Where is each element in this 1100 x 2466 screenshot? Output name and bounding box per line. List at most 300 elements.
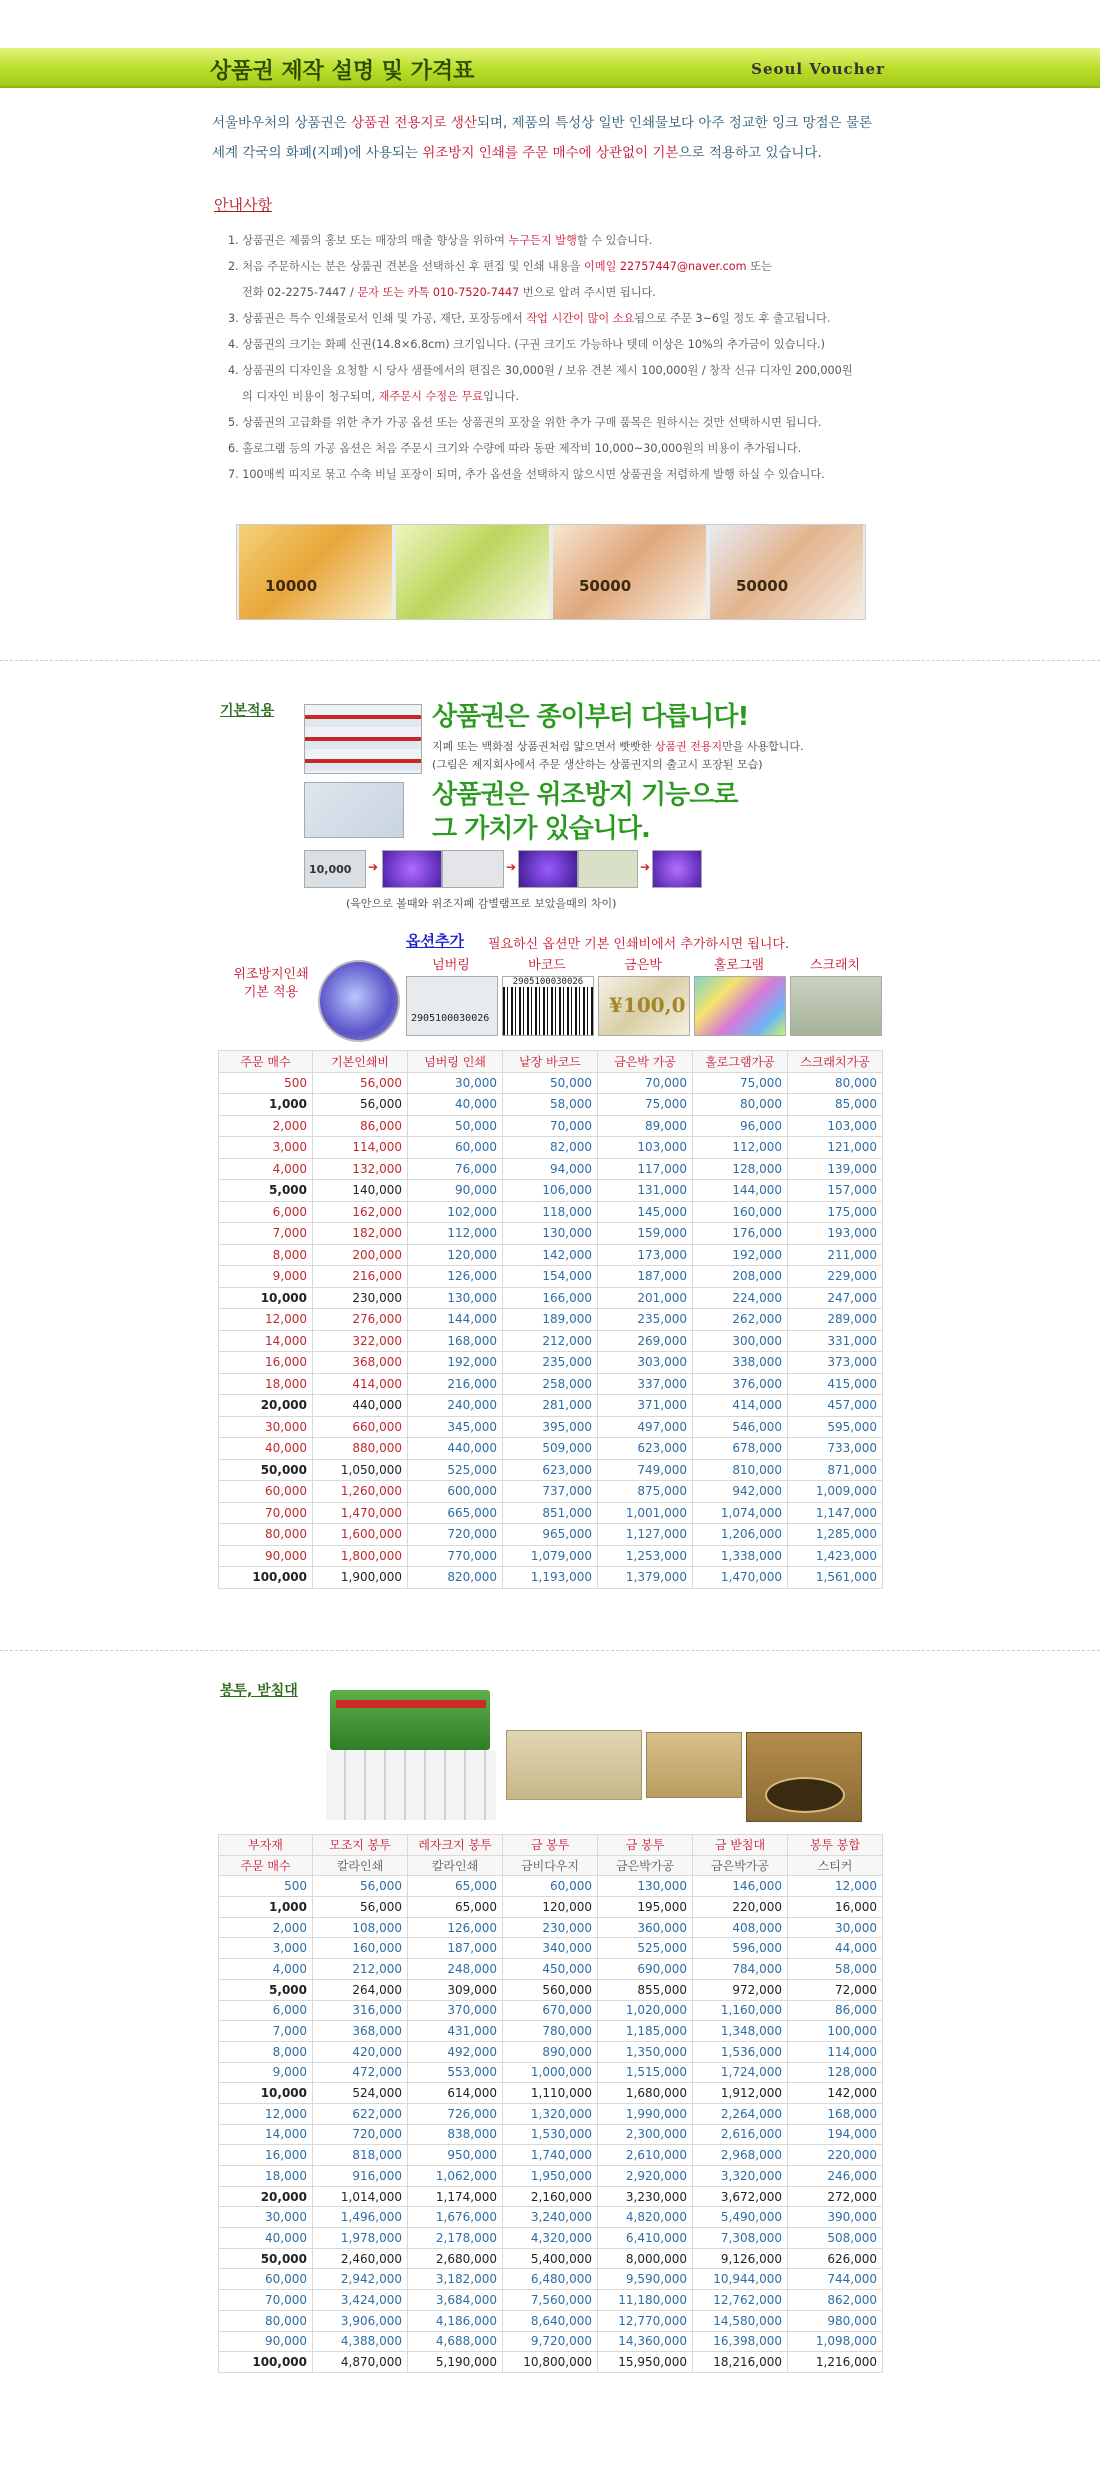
uv-compare-value: 10,000: [309, 863, 352, 876]
price-table-cell: 749,000: [598, 1459, 693, 1481]
price-table-cell: 18,000: [219, 1373, 313, 1395]
price-table-cell: 1,050,000: [313, 1459, 408, 1481]
price-table-cell: 16,000: [219, 1352, 313, 1374]
price-table-cell: 7,000: [219, 1223, 313, 1245]
envelope-table-cell: 553,000: [408, 2062, 503, 2083]
envelope-table-cell: 370,000: [408, 2000, 503, 2021]
envelope-table-cell: 4,320,000: [503, 2228, 598, 2249]
notice-item-rest: 할 수 있습니다.: [576, 234, 653, 247]
envelope-table-cell: 5,490,000: [693, 2207, 788, 2228]
envelope-table-cell: 8,000: [219, 2041, 313, 2062]
price-table-cell: 56,000: [313, 1072, 408, 1094]
options-description: 필요하신 옵션만 기본 인쇄비에서 추가하시면 됩니다.: [488, 937, 790, 952]
option-label-foil: 금은박: [624, 958, 662, 973]
envelope-table-header-cell: 금 봉투: [598, 1835, 693, 1856]
price-table-header-cell: 기본인쇄비: [313, 1051, 408, 1073]
envelope-table-cell: 525,000: [598, 1938, 693, 1959]
envelope-table-cell: 100,000: [788, 2021, 883, 2042]
price-table-cell: 131,000: [598, 1180, 693, 1202]
price-table-cell: 76,000: [408, 1158, 503, 1180]
price-table-cell: 60,000: [219, 1481, 313, 1503]
price-table-cell: 50,000: [408, 1115, 503, 1137]
price-table-row: [219, 1244, 883, 1266]
envelope-table-cell: 56,000: [313, 1876, 408, 1897]
price-table-cell: 1,470,000: [693, 1567, 788, 1589]
envelope-table-row: [219, 2062, 883, 2083]
envelope-table-row: [219, 2145, 883, 2166]
notice-item-rest: 또는: [746, 260, 772, 273]
price-table-header-row: [219, 1051, 883, 1073]
price-table-cell: 1,079,000: [503, 1545, 598, 1567]
price-table-cell: 144,000: [693, 1180, 788, 1202]
envelope-table-cell: 420,000: [313, 2041, 408, 2062]
price-table-cell: 211,000: [788, 1244, 883, 1266]
price-table-cell: 500: [219, 1072, 313, 1094]
price-table-cell: 80,000: [693, 1094, 788, 1116]
price-table-cell: 276,000: [313, 1309, 408, 1331]
envelope-table-cell: 60,000: [503, 1876, 598, 1897]
price-table-cell: 395,000: [503, 1416, 598, 1438]
envelope-table-cell: 8,640,000: [503, 2310, 598, 2331]
envelope-table-cell: 3,240,000: [503, 2207, 598, 2228]
envelope-table-cell: 7,000: [219, 2021, 313, 2042]
notice-item: [228, 436, 908, 462]
envelope-table-cell: 1,740,000: [503, 2145, 598, 2166]
price-table-cell: 525,000: [408, 1459, 503, 1481]
anti-fake-label-2: 기본 적용: [243, 985, 299, 1000]
notice-item-highlight: 이메일 22757447@naver.com: [583, 260, 747, 273]
notice-item-highlight: 누구든지 발행: [508, 234, 577, 247]
price-table-cell: 193,000: [788, 1223, 883, 1245]
section-divider: [0, 1650, 1100, 1651]
option-label-barcode: 바코드: [528, 958, 566, 973]
envelope-kicker: 봉투, 받침대: [220, 1683, 298, 1699]
price-table-cell: 103,000: [598, 1137, 693, 1159]
price-table-cell: 1,206,000: [693, 1524, 788, 1546]
envelope-table-cell: 65,000: [408, 1897, 503, 1918]
envelope-table-cell: 1,062,000: [408, 2166, 503, 2187]
envelope-table-cell: 264,000: [313, 1979, 408, 2000]
page-title: 상품권 제작 설명 및 가격표: [210, 59, 475, 84]
envelope-table-cell: 212,000: [313, 1959, 408, 1980]
price-table-cell: 303,000: [598, 1352, 693, 1374]
envelope-table-cell: 5,190,000: [408, 2352, 503, 2373]
envelope-table-cell: 65,000: [408, 1876, 503, 1897]
price-table-cell: 75,000: [693, 1072, 788, 1094]
price-table-cell: 75,000: [598, 1094, 693, 1116]
envelope-table-cell: 50,000: [219, 2248, 313, 2269]
price-table-row: [219, 1158, 883, 1180]
envelope-table-cell: 3,424,000: [313, 2290, 408, 2311]
envelope-table-cell: 980,000: [788, 2310, 883, 2331]
intro-line2-highlight: 위조방지 인쇄를 주문 매수에 상관없이 기본: [422, 145, 679, 161]
envelope-table-cell: 626,000: [788, 2248, 883, 2269]
envelope-table-cell: 1,174,000: [408, 2186, 503, 2207]
price-table-cell: 440,000: [408, 1438, 503, 1460]
price-table-cell: 126,000: [408, 1266, 503, 1288]
envelope-table-cell: 3,684,000: [408, 2290, 503, 2311]
price-table-row: [219, 1201, 883, 1223]
price-table-cell: 187,000: [598, 1266, 693, 1288]
envelope-table-cell: 508,000: [788, 2228, 883, 2249]
price-table-cell: 229,000: [788, 1266, 883, 1288]
envelope-table-cell: 950,000: [408, 2145, 503, 2166]
price-table-cell: 154,000: [503, 1266, 598, 1288]
anti-fake-headline-1: 상품권은 위조방지 기능으로: [432, 780, 738, 810]
envelope-table-cell: 5,000: [219, 1979, 313, 2000]
price-table-cell: 338,000: [693, 1352, 788, 1374]
price-table-cell: 600,000: [408, 1481, 503, 1503]
envelope-table-cell: 9,000: [219, 2062, 313, 2083]
uv-lamp-image: [318, 960, 400, 1042]
envelope-table-cell: 890,000: [503, 2041, 598, 2062]
price-table-cell: 12,000: [219, 1309, 313, 1331]
price-table-cell: 414,000: [693, 1395, 788, 1417]
envelope-table-cell: 500: [219, 1876, 313, 1897]
foil-sample-image: [598, 976, 690, 1036]
envelope-table-cell: 524,000: [313, 2083, 408, 2104]
voucher-sample-4-value: 50000: [736, 577, 789, 595]
price-table-cell: 371,000: [598, 1395, 693, 1417]
envelope-table-cell: 14,000: [219, 2124, 313, 2145]
envelope-table-row: [219, 1897, 883, 1918]
notice-item: [228, 462, 908, 488]
envelope-table-cell: 2,460,000: [313, 2248, 408, 2269]
price-table-cell: 373,000: [788, 1352, 883, 1374]
price-table-cell: 6,000: [219, 1201, 313, 1223]
envelope-table-cell: 1,185,000: [598, 2021, 693, 2042]
price-table-cell: 50,000: [503, 1072, 598, 1094]
envelope-table-cell: 4,000: [219, 1959, 313, 1980]
notice-item-text: 의 디자인 비용이 청구되며,: [242, 390, 379, 403]
price-table-cell: 112,000: [693, 1137, 788, 1159]
price-table-cell: 120,000: [408, 1244, 503, 1266]
envelope-table-cell: 818,000: [313, 2145, 408, 2166]
envelope-table-cell: 86,000: [788, 2000, 883, 2021]
notice-item-text: 5. 상품권의 고급화를 위한 추가 가공 옵션 또는 상품권의 포장을 위한 추가 구매 품목은 원하시는 것만 선택하시면 됩니다.: [228, 416, 822, 429]
price-table-row: [219, 1352, 883, 1374]
envelope-table-cell: 126,000: [408, 1917, 503, 1938]
envelope-table-cell: 12,000: [788, 1876, 883, 1897]
numbering-sample-text: 2905100030026: [411, 1013, 490, 1024]
envelope-table-subheader-cell: 금은박가공: [693, 1855, 788, 1876]
seal-sticker-image: [746, 1732, 862, 1822]
envelope-table-cell: 6,410,000: [598, 2228, 693, 2249]
envelope-table-cell: 4,186,000: [408, 2310, 503, 2331]
price-table-cell: 289,000: [788, 1309, 883, 1331]
barcode-sample-text: 2905100030026: [503, 977, 593, 987]
price-table-header-cell: 낱장 바코드: [503, 1051, 598, 1073]
envelope-table-cell: 309,000: [408, 1979, 503, 2000]
price-table-header-cell: 주문 매수: [219, 1051, 313, 1073]
gold-envelope-image: [506, 1730, 642, 1800]
envelope-table-row: [219, 2310, 883, 2331]
voucher-sample-2: [396, 525, 549, 619]
price-table-cell: 8,000: [219, 1244, 313, 1266]
price-table-cell: 112,000: [408, 1223, 503, 1245]
option-label-numbering: 넘버링: [432, 958, 470, 973]
envelope-table-cell: 1,724,000: [693, 2062, 788, 2083]
envelope-table-subheader-cell: 주문 매수: [219, 1855, 313, 1876]
notice-item: [228, 358, 908, 384]
price-table-row: [219, 1395, 883, 1417]
envelope-table-cell: 142,000: [788, 2083, 883, 2104]
envelope-table-cell: 2,680,000: [408, 2248, 503, 2269]
price-table-row: [219, 1223, 883, 1245]
envelope-table-cell: 8,000,000: [598, 2248, 693, 2269]
envelope-table-cell: 120,000: [503, 1897, 598, 1918]
envelope-table-cell: 18,216,000: [693, 2352, 788, 2373]
envelope-table-cell: 18,000: [219, 2166, 313, 2187]
price-table-cell: 300,000: [693, 1330, 788, 1352]
price-table-cell: 871,000: [788, 1459, 883, 1481]
envelope-table-subheader-cell: 스티커: [788, 1855, 883, 1876]
price-table-cell: 9,000: [219, 1266, 313, 1288]
price-table-cell: 192,000: [408, 1352, 503, 1374]
price-table-cell: 665,000: [408, 1502, 503, 1524]
envelope-table-cell: 1,530,000: [503, 2124, 598, 2145]
price-table-cell: 14,000: [219, 1330, 313, 1352]
envelope-table-cell: 1,110,000: [503, 2083, 598, 2104]
envelope-table-cell: 7,560,000: [503, 2290, 598, 2311]
price-table-cell: 100,000: [219, 1567, 313, 1589]
envelope-table-cell: 855,000: [598, 1979, 693, 2000]
price-table-cell: 497,000: [598, 1416, 693, 1438]
envelope-table-cell: 744,000: [788, 2269, 883, 2290]
envelope-table-header-cell: 레자크지 봉투: [408, 1835, 503, 1856]
envelope-table-cell: 1,014,000: [313, 2186, 408, 2207]
envelope-table-cell: 12,000: [219, 2103, 313, 2124]
price-table-cell: 509,000: [503, 1438, 598, 1460]
price-table-cell: 546,000: [693, 1416, 788, 1438]
option-label-scratch: 스크래치: [809, 958, 861, 973]
anti-fake-label-1: 위조방지인쇄: [233, 967, 309, 982]
price-table-row: [219, 1545, 883, 1567]
price-table-cell: 942,000: [693, 1481, 788, 1503]
envelope-table-cell: 726,000: [408, 2103, 503, 2124]
price-table-cell: 144,000: [408, 1309, 503, 1331]
price-table-cell: 50,000: [219, 1459, 313, 1481]
barcode-sample-image: [502, 976, 594, 1036]
price-table-cell: 269,000: [598, 1330, 693, 1352]
price-table-cell: 1,470,000: [313, 1502, 408, 1524]
intro-line1-highlight: 상품권 전용지로 생산: [351, 115, 477, 131]
envelope-table-cell: 1,160,000: [693, 2000, 788, 2021]
price-table-cell: 415,000: [788, 1373, 883, 1395]
envelope-table-header-cell: 금 받침대: [693, 1835, 788, 1856]
gold-holder-image: [646, 1732, 742, 1798]
price-table-row: [219, 1524, 883, 1546]
envelope-table-cell: 1,348,000: [693, 2021, 788, 2042]
anti-fake-label: [226, 966, 316, 1002]
paper-desc-text: 지폐 또는 백화점 상품권처럼 얇으면서 빳빳한: [432, 740, 655, 753]
envelope-table-cell: 492,000: [408, 2041, 503, 2062]
uv-compare-normal-2: [442, 850, 504, 888]
price-table-cell: 106,000: [503, 1180, 598, 1202]
envelope-table-cell: 1,350,000: [598, 2041, 693, 2062]
notice-item-text: 7. 100매씩 띠지로 묶고 수축 비닐 포장이 되며, 추가 옵션을 선택하지 않으시면 상품권을 저렴하게 발행 하실 수 있습니다.: [228, 468, 825, 481]
envelope-table-cell: 622,000: [313, 2103, 408, 2124]
basic-kicker: 기본적용: [220, 703, 275, 719]
envelope-table-cell: 9,590,000: [598, 2269, 693, 2290]
envelope-table-cell: 220,000: [693, 1897, 788, 1918]
price-table-cell: 128,000: [693, 1158, 788, 1180]
price-table-cell: 414,000: [313, 1373, 408, 1395]
intro-line-1: [212, 108, 902, 138]
notice-item: [228, 254, 908, 280]
price-table-cell: 85,000: [788, 1094, 883, 1116]
price-table-cell: 623,000: [503, 1459, 598, 1481]
envelope-table-cell: 14,580,000: [693, 2310, 788, 2331]
envelope-table-cell: 916,000: [313, 2166, 408, 2187]
envelope-table-cell: 60,000: [219, 2269, 313, 2290]
notice-item-text: 3. 상품권은 특수 인쇄물로서 인쇄 및 가공, 재단, 포장등에서: [228, 312, 527, 325]
price-table-cell: 118,000: [503, 1201, 598, 1223]
brand-subtitle: Seoul Voucher: [751, 60, 885, 78]
price-table-cell: 331,000: [788, 1330, 883, 1352]
price-table-row: [219, 1567, 883, 1589]
envelope-table-row: [219, 2021, 883, 2042]
price-table-cell: 1,260,000: [313, 1481, 408, 1503]
price-table-cell: 168,000: [408, 1330, 503, 1352]
envelope-table-cell: 596,000: [693, 1938, 788, 1959]
envelope-table-cell: 272,000: [788, 2186, 883, 2207]
envelope-table-cell: 720,000: [313, 2124, 408, 2145]
envelope-table-row: [219, 2290, 883, 2311]
price-table-cell: 56,000: [313, 1094, 408, 1116]
notice-item-rest: 입니다.: [483, 390, 520, 403]
envelope-table-cell: 10,000: [219, 2083, 313, 2104]
price-table-cell: 132,000: [313, 1158, 408, 1180]
price-table-cell: 368,000: [313, 1352, 408, 1374]
notice-item-highlight: 작업 시간이 많이 소요: [526, 312, 635, 325]
price-table-cell: 1,561,000: [788, 1567, 883, 1589]
price-table-cell: 20,000: [219, 1395, 313, 1417]
scratch-sample-image: [790, 976, 882, 1036]
price-table-cell: 440,000: [313, 1395, 408, 1417]
envelope-table-cell: 12,762,000: [693, 2290, 788, 2311]
price-table-header-cell: 홀로그램가공: [693, 1051, 788, 1073]
arrow-right-icon: ➔: [506, 860, 517, 874]
price-table-cell: 173,000: [598, 1244, 693, 1266]
envelope-table-row: [219, 2041, 883, 2062]
envelope-table-cell: 560,000: [503, 1979, 598, 2000]
voucher-sample-1: [239, 525, 392, 619]
envelope-table-cell: 2,178,000: [408, 2228, 503, 2249]
notice-item: [228, 410, 908, 436]
envelope-table-cell: 4,870,000: [313, 2352, 408, 2373]
price-table-cell: 189,000: [503, 1309, 598, 1331]
price-table-cell: 117,000: [598, 1158, 693, 1180]
price-table-cell: 1,193,000: [503, 1567, 598, 1589]
price-table-cell: 10,000: [219, 1287, 313, 1309]
envelope-table-row: [219, 2000, 883, 2021]
price-table-cell: 140,000: [313, 1180, 408, 1202]
envelope-table-header-cell: 부자재: [219, 1835, 313, 1856]
envelope-table-cell: 90,000: [219, 2331, 313, 2352]
paper-desc-highlight: 상품권 전용지: [654, 740, 723, 753]
price-table-cell: 176,000: [693, 1223, 788, 1245]
notice-item-text: 전화 02-2275-7447 /: [242, 286, 358, 299]
price-table-cell: 965,000: [503, 1524, 598, 1546]
envelope-table-cell: 368,000: [313, 2021, 408, 2042]
envelope-table-cell: 862,000: [788, 2290, 883, 2311]
price-table-cell: 737,000: [503, 1481, 598, 1503]
anti-fake-headline-2: 그 가치가 있습니다.: [432, 814, 650, 844]
envelope-table-row: [219, 2083, 883, 2104]
envelope-table-cell: 7,308,000: [693, 2228, 788, 2249]
price-table-cell: 810,000: [693, 1459, 788, 1481]
foil-sample-text: ¥100,0: [609, 993, 686, 1017]
envelope-table-cell: 114,000: [788, 2041, 883, 2062]
envelope-table-cell: 1,020,000: [598, 2000, 693, 2021]
envelope-table-cell: 44,000: [788, 1938, 883, 1959]
notice-item-rest: 됨으로 주문 3~6일 정도 후 출고됩니다.: [634, 312, 831, 325]
notice-item: [228, 306, 908, 332]
price-table-row: [219, 1502, 883, 1524]
price-table-row: [219, 1309, 883, 1331]
notice-item-highlight: 문자 또는 카톡 010-7520-7447: [357, 286, 520, 299]
price-table-cell: 235,000: [503, 1352, 598, 1374]
envelope-table-cell: 2,160,000: [503, 2186, 598, 2207]
price-table-cell: 1,285,000: [788, 1524, 883, 1546]
envelope-table-cell: 2,616,000: [693, 2124, 788, 2145]
envelope-table-cell: 248,000: [408, 1959, 503, 1980]
envelope-table-cell: 10,800,000: [503, 2352, 598, 2373]
envelope-table-cell: 450,000: [503, 1959, 598, 1980]
envelope-table-cell: 230,000: [503, 1917, 598, 1938]
price-table-cell: 208,000: [693, 1266, 788, 1288]
notice-title: 안내사항: [214, 196, 272, 214]
envelope-table-cell: 3,672,000: [693, 2186, 788, 2207]
price-table-cell: 733,000: [788, 1438, 883, 1460]
voucher-sample-banner: [236, 524, 866, 620]
price-table-cell: 60,000: [408, 1137, 503, 1159]
price-table-cell: 40,000: [219, 1438, 313, 1460]
envelope-table-cell: 972,000: [693, 1979, 788, 2000]
envelope-table-row: [219, 2207, 883, 2228]
intro-line-2: [212, 138, 902, 168]
envelope-table-cell: 2,942,000: [313, 2269, 408, 2290]
paper-desc-rest: 만을 사용합니다.: [722, 740, 804, 753]
price-table-cell: 40,000: [408, 1094, 503, 1116]
price-table-row: [219, 1373, 883, 1395]
price-table-cell: 678,000: [693, 1438, 788, 1460]
notice-item: [228, 280, 908, 306]
price-table-cell: 30,000: [408, 1072, 503, 1094]
intro-line2-text: 세계 각국의 화폐(지폐)에 사용되는: [212, 145, 423, 161]
paper-headline: 상품권은 종이부터 다릅니다!: [432, 702, 749, 732]
price-table-cell: 157,000: [788, 1180, 883, 1202]
envelope-table-cell: 316,000: [313, 2000, 408, 2021]
price-table-cell: 3,000: [219, 1137, 313, 1159]
envelope-table-cell: 408,000: [693, 1917, 788, 1938]
price-table-cell: 1,900,000: [313, 1567, 408, 1589]
price-table-cell: 820,000: [408, 1567, 503, 1589]
envelope-table-cell: 58,000: [788, 1959, 883, 1980]
price-table-cell: 192,000: [693, 1244, 788, 1266]
price-table-cell: 80,000: [219, 1524, 313, 1546]
price-table-cell: 1,338,000: [693, 1545, 788, 1567]
envelope-table-cell: 40,000: [219, 2228, 313, 2249]
envelope-table-row: [219, 1917, 883, 1938]
envelope-table-cell: 20,000: [219, 2186, 313, 2207]
envelope-table-cell: 146,000: [693, 1876, 788, 1897]
envelope-table-cell: 1,912,000: [693, 2083, 788, 2104]
envelope-table-cell: 1,990,000: [598, 2103, 693, 2124]
envelope-table-header-cell: 모조지 봉투: [313, 1835, 408, 1856]
price-table-cell: 175,000: [788, 1201, 883, 1223]
